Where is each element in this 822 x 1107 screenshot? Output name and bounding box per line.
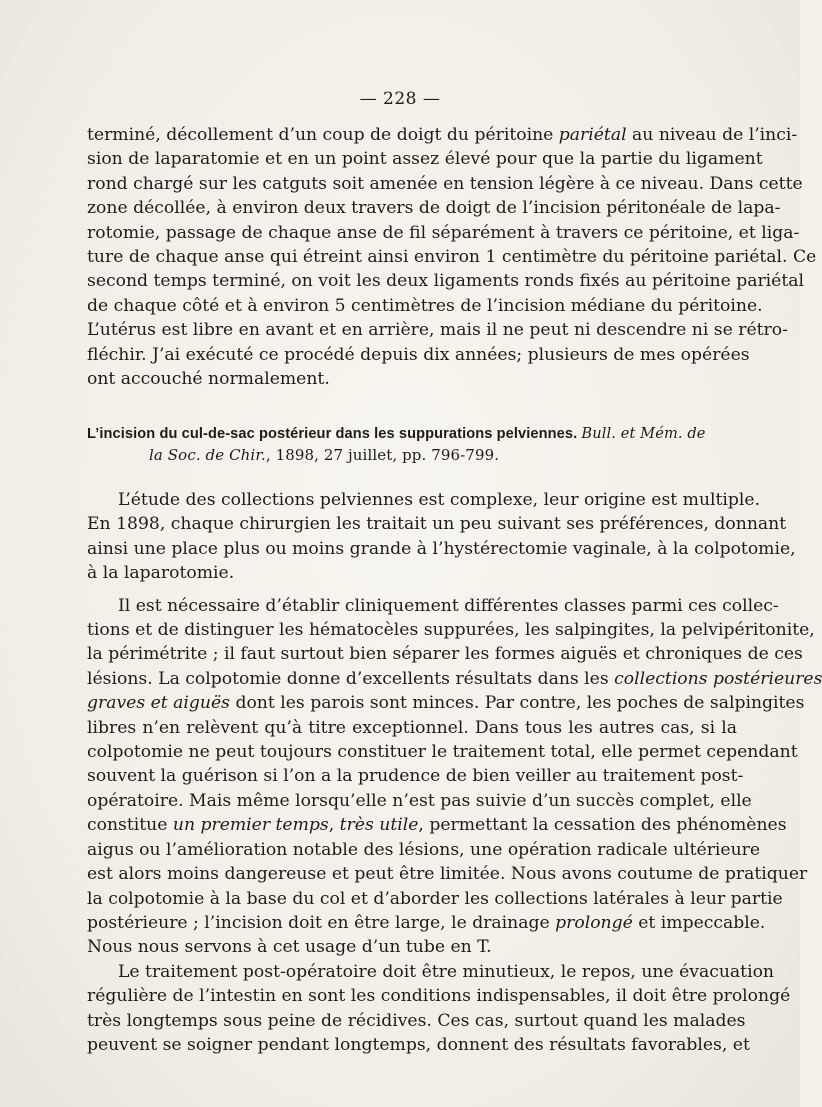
text-line <box>87 221 800 245</box>
text-line <box>87 960 775 984</box>
text-line <box>87 887 783 911</box>
text-run: fléchir. J’ai exécuté ce procédé depuis dix années; plusieurs de mes opérées <box>87 344 750 365</box>
paragraph-postoperative <box>87 960 791 1058</box>
italic-run: collections postérieures <box>614 668 822 689</box>
paragraph-gap <box>87 586 737 594</box>
text-line <box>87 691 805 715</box>
text-run: lésions. La colpotomie donne d’excellents résultats dans les <box>87 668 615 689</box>
text-line <box>87 147 763 171</box>
italic-run: graves et aiguës <box>87 693 230 714</box>
text-run: rotomie, passage de chaque anse de fil séparément à travers ce péritoine, et liga- <box>87 222 800 243</box>
text-run: et impeccable. <box>632 912 766 933</box>
text-line <box>87 561 737 585</box>
text-line <box>87 1009 746 1033</box>
text-line <box>87 594 779 618</box>
heading-source: Bull. et Mém. de <box>581 425 706 442</box>
paragraph-collections-intro <box>87 488 796 586</box>
section-body <box>87 488 822 1057</box>
text-run: zone décollée, à environ deux travers de doigt de l’incision péritonéale de lapa- <box>87 198 781 219</box>
paragraph-colpotomy <box>87 594 822 960</box>
text-run: En 1898, chaque chirurgien les traitait un peu suivant ses préférences, donnant <box>87 514 787 535</box>
heading-title: L’incision du cul-de-sac postérieur dans les suppurations pelviennes. <box>87 426 578 442</box>
heading-journal: la Soc. de Chir. <box>149 446 266 464</box>
text-line <box>87 740 798 764</box>
text-run: ainsi une place plus ou moins grande à l’hystérectomie vaginale, à la colpotomie, <box>87 538 796 559</box>
text-line <box>87 935 737 959</box>
text-line <box>87 618 815 642</box>
text-run: opératoire. Mais même lorsqu’elle n’est pas suivie d’un succès complet, elle <box>87 790 752 811</box>
text-run: régulière de l’intestin en sont les conditions indispensables, il doit être prolongé <box>87 986 791 1007</box>
text-run: au niveau de l’inci- <box>626 125 798 145</box>
text-run: terminé, décollement d’un coup de doigt du péritoine <box>87 125 559 145</box>
text-line <box>87 1033 750 1057</box>
text-run: aigus ou l’amélioration notable des lésions, une opération radicale ultérieure <box>87 839 761 860</box>
text-run: la colpotomie à la base du col et d’aborder les collections latérales à leur partie <box>87 888 783 909</box>
text-line <box>87 245 817 269</box>
text-run: Nous nous servons à cet usage d’un tube en T. <box>87 937 492 958</box>
text-line <box>87 488 761 512</box>
text-run: Il est nécessaire d’établir cliniquement différentes classes parmi ces collec- <box>118 595 779 616</box>
italic-run: un premier temps <box>172 815 329 836</box>
section-heading <box>87 423 737 466</box>
text-line <box>87 984 791 1008</box>
text-run: peuvent se soigner pendant longtemps, donnent des résultats favorables, et <box>87 1034 750 1055</box>
text-line <box>87 196 781 220</box>
text-run: souvent la guérison si l’on a la prudence de bien veiller au traitement post- <box>87 766 744 787</box>
heading-citation-line <box>87 445 737 466</box>
text-line <box>87 716 737 740</box>
text-line <box>87 838 761 862</box>
text-line <box>87 862 808 886</box>
text-run: à la laparotomie. <box>87 563 235 584</box>
text-run: Le traitement post-opératoire doit être minutieux, le repos, une évacuation <box>118 961 775 982</box>
text-line <box>87 512 787 536</box>
page-number: — 228 — <box>359 89 441 109</box>
text-line <box>87 667 822 691</box>
heading-date-pages: , 1898, 27 juillet, pp. 796-799. <box>265 446 500 464</box>
text-line <box>87 537 796 561</box>
text-run: postérieure ; l’incision doit en être large, le drainage <box>87 912 556 933</box>
text-line <box>87 764 744 788</box>
text-run: ture de chaque anse qui étreint ainsi environ 1 centimètre du péritoine pariétal. Ce <box>87 247 817 268</box>
text-run: L’utérus est libre en avant et en arrière, mais il ne peut ni descendre ni se rétro- <box>87 320 788 341</box>
text-line <box>87 318 788 342</box>
text-run: dont les parois sont minces. Par contre, les poches de salpingites <box>229 693 805 714</box>
paragraph-ligament-procedure <box>87 123 817 391</box>
text-line <box>87 789 752 813</box>
text-run: tions et de distinguer les hématocèles suppurées, les salpingites, la pelvipéritonite, <box>87 620 815 641</box>
text-line <box>87 367 737 391</box>
text-run: sion de laparatomie et en un point assez élevé pour que la partie du ligament <box>87 149 763 170</box>
text-run: très longtemps sous peine de récidives. Ces cas, surtout quand les malades <box>87 1010 746 1031</box>
text-run: second temps terminé, on voit les deux ligaments ronds fixés au péritoine pariétal <box>87 271 804 292</box>
text-line <box>87 813 787 837</box>
text-line <box>87 123 798 147</box>
italic-run: prolongé <box>555 912 633 933</box>
text-run: la périmétrite ; il faut surtout bien séparer les formes aiguës et chroniques de ces <box>87 644 803 665</box>
text-line <box>87 294 763 318</box>
text-run: est alors moins dangereuse et peut être limitée. Nous avons coutume de pratiquer <box>87 864 808 885</box>
text-line <box>87 642 803 666</box>
text-run: constitue <box>87 815 173 836</box>
text-line <box>87 172 803 196</box>
text-run: , <box>328 815 340 836</box>
text-run: L’étude des collections pelviennes est complexe, leur origine est multiple. <box>118 490 761 510</box>
text-run: de chaque côté et à environ 5 centimètres de l’incision médiane du péritoine. <box>87 295 763 316</box>
text-run: colpotomie ne peut toujours constituer le traitement total, elle permet cependant <box>87 742 798 763</box>
text-line <box>87 269 804 293</box>
text-run: libres n’en relèvent qu’à titre exceptionnel. Dans tous les autres cas, si la <box>87 717 737 738</box>
text-run: rond chargé sur les catguts soit amenée en tension légère à ce niveau. Dans cette <box>87 173 803 194</box>
text-line <box>87 911 766 935</box>
text-run: ont accouché normalement. <box>87 369 330 390</box>
italic-run: très utile <box>339 815 419 836</box>
text-line <box>87 343 750 367</box>
italic-run: pariétal <box>558 125 627 145</box>
text-run: , permettant la cessation des phénomènes <box>418 815 787 836</box>
